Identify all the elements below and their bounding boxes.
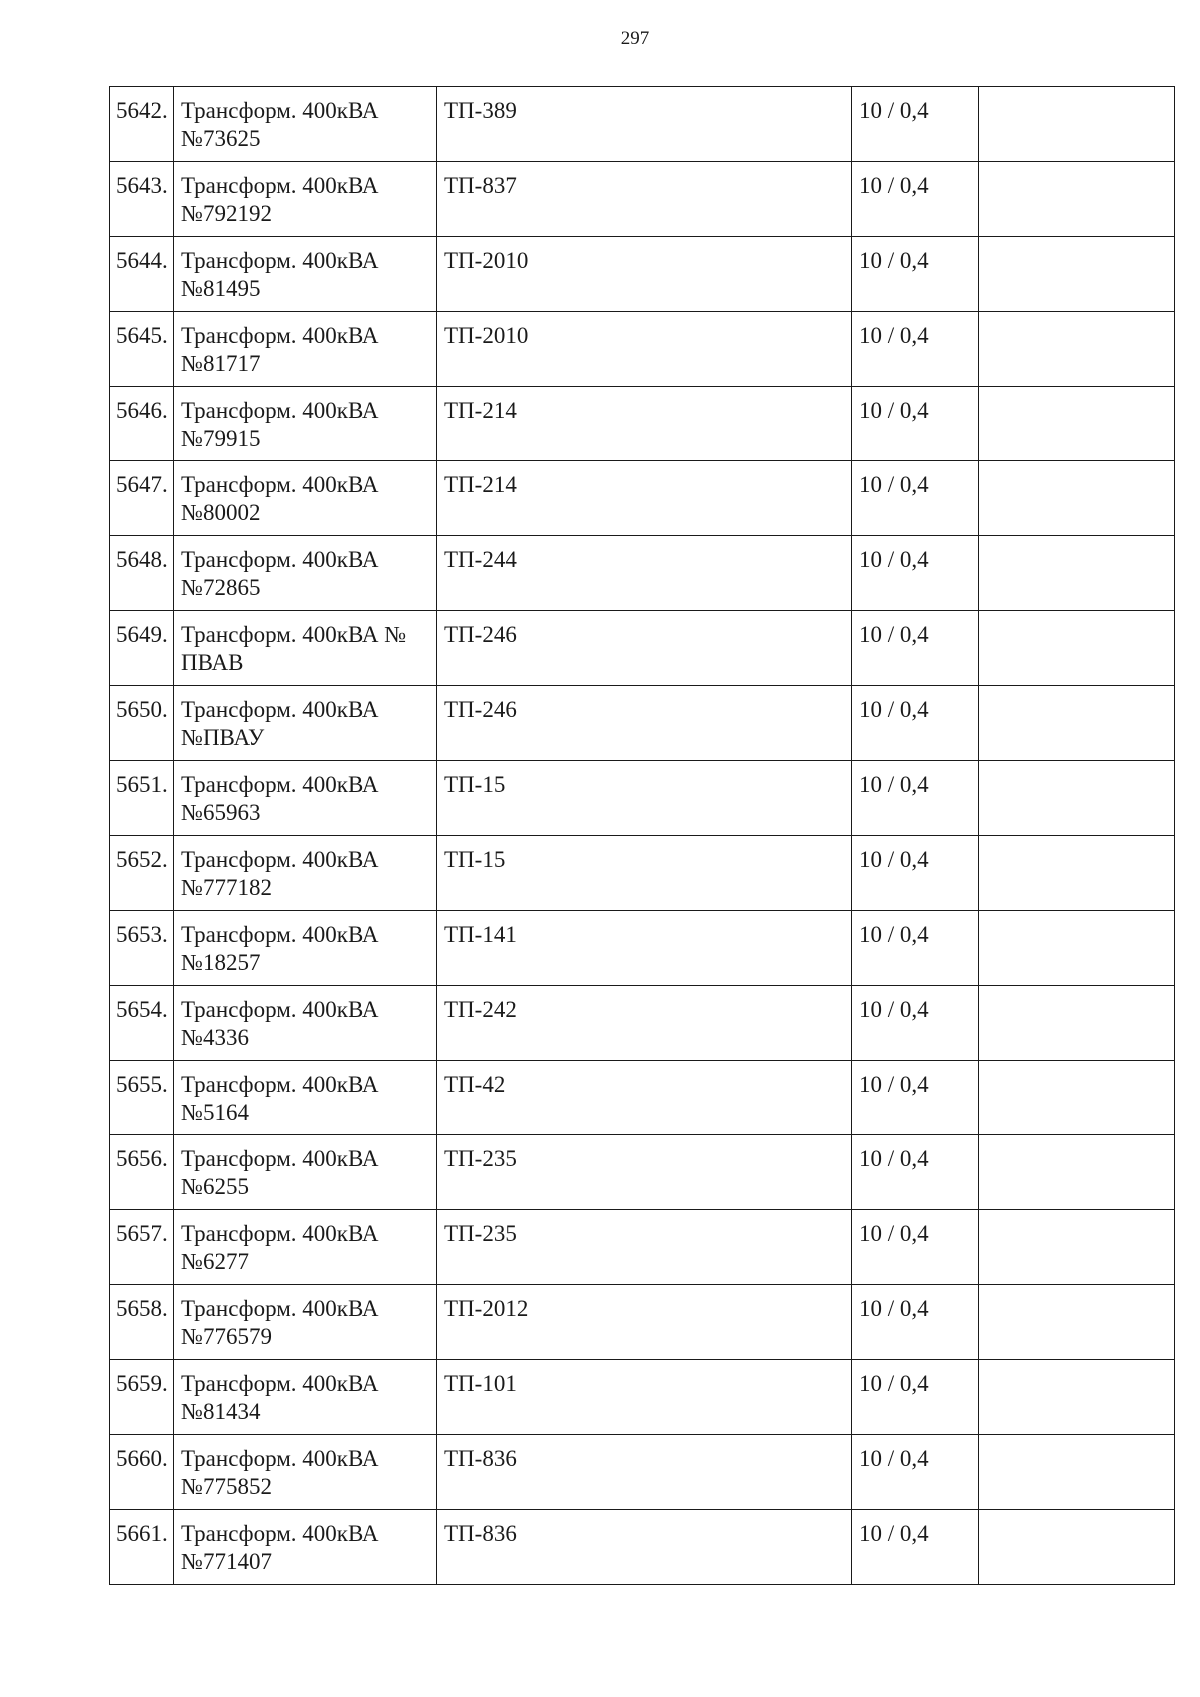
serial-number: №ПВАУ — [181, 725, 265, 751]
equipment-name-cell — [174, 1509, 437, 1584]
extra-cell — [979, 1060, 1175, 1135]
serial-number: №80002 — [181, 500, 261, 526]
extra-cell — [979, 686, 1175, 761]
equipment-table — [109, 86, 1175, 1585]
row-number: 5645. — [110, 311, 174, 386]
serial-number: №4336 — [181, 1024, 249, 1050]
equipment-name-cell — [174, 985, 437, 1060]
equipment-name: Трансформ. 400кВА — [181, 472, 379, 498]
serial-number: №65963 — [181, 800, 261, 826]
extra-cell — [979, 1360, 1175, 1435]
table-row — [110, 311, 1175, 386]
equipment-name-cell — [174, 910, 437, 985]
voltage: 10 / 0,4 — [852, 461, 979, 536]
substation: ТП-2010 — [437, 236, 852, 311]
voltage: 10 / 0,4 — [852, 1060, 979, 1135]
row-number: 5658. — [110, 1285, 174, 1360]
equipment-name-cell — [174, 1135, 437, 1210]
extra-cell — [979, 236, 1175, 311]
extra-cell — [979, 1210, 1175, 1285]
equipment-name: Трансформ. 400кВА — [181, 172, 379, 198]
voltage: 10 / 0,4 — [852, 386, 979, 461]
row-number: 5648. — [110, 536, 174, 611]
row-number: 5660. — [110, 1435, 174, 1510]
row-number: 5657. — [110, 1210, 174, 1285]
table-row — [110, 536, 1175, 611]
substation: ТП-235 — [437, 1210, 852, 1285]
substation: ТП-389 — [437, 87, 852, 162]
equipment-name-cell — [174, 686, 437, 761]
extra-cell — [979, 985, 1175, 1060]
voltage: 10 / 0,4 — [852, 536, 979, 611]
serial-number: №776579 — [181, 1324, 272, 1350]
row-number: 5653. — [110, 910, 174, 985]
substation: ТП-836 — [437, 1509, 852, 1584]
serial-number: №73625 — [181, 126, 261, 151]
row-number: 5643. — [110, 161, 174, 236]
equipment-name: Трансформ. 400кВА — [181, 322, 379, 348]
voltage: 10 / 0,4 — [852, 985, 979, 1060]
table-row — [110, 161, 1175, 236]
voltage: 10 / 0,4 — [852, 311, 979, 386]
serial-number: №81434 — [181, 1399, 261, 1425]
row-number: 5654. — [110, 985, 174, 1060]
equipment-name: Трансформ. 400кВА — [181, 1071, 379, 1097]
serial-number: №777182 — [181, 874, 272, 900]
extra-cell — [979, 611, 1175, 686]
substation: ТП-2012 — [437, 1285, 852, 1360]
table-row — [110, 1210, 1175, 1285]
equipment-name: Трансформ. 400кВА — [181, 98, 379, 123]
table-row — [110, 1135, 1175, 1210]
serial-number: №81495 — [181, 275, 261, 301]
table-row — [110, 1509, 1175, 1584]
voltage: 10 / 0,4 — [852, 87, 979, 162]
substation: ТП-15 — [437, 761, 852, 836]
table-row — [110, 761, 1175, 836]
extra-cell — [979, 835, 1175, 910]
equipment-name: Трансформ. 400кВА — [181, 1371, 379, 1397]
equipment-name: Трансформ. 400кВА — [181, 772, 379, 798]
voltage: 10 / 0,4 — [852, 161, 979, 236]
table-row — [110, 87, 1175, 162]
table-row — [110, 686, 1175, 761]
substation: ТП-246 — [437, 611, 852, 686]
extra-cell — [979, 1435, 1175, 1510]
equipment-name: Трансформ. 400кВА № — [181, 622, 407, 648]
voltage: 10 / 0,4 — [852, 910, 979, 985]
equipment-name: Трансформ. 400кВА — [181, 697, 379, 723]
row-number: 5642. — [110, 87, 174, 162]
equipment-name-cell — [174, 1060, 437, 1135]
table-row — [110, 611, 1175, 686]
voltage: 10 / 0,4 — [852, 611, 979, 686]
voltage: 10 / 0,4 — [852, 1210, 979, 1285]
equipment-name: Трансформ. 400кВА — [181, 846, 379, 872]
voltage: 10 / 0,4 — [852, 1360, 979, 1435]
row-number: 5649. — [110, 611, 174, 686]
table-row — [110, 1060, 1175, 1135]
equipment-name-cell — [174, 1210, 437, 1285]
extra-cell — [979, 1285, 1175, 1360]
row-number: 5661. — [110, 1509, 174, 1584]
voltage: 10 / 0,4 — [852, 686, 979, 761]
table-row — [110, 1435, 1175, 1510]
substation: ТП-141 — [437, 910, 852, 985]
serial-number: ПВАВ — [181, 650, 244, 676]
voltage: 10 / 0,4 — [852, 1285, 979, 1360]
row-number: 5646. — [110, 386, 174, 461]
equipment-name: Трансформ. 400кВА — [181, 1296, 379, 1322]
equipment-name: Трансформ. 400кВА — [181, 1446, 379, 1472]
table-row — [110, 461, 1175, 536]
serial-number: №5164 — [181, 1099, 249, 1125]
page-number: 297 — [620, 28, 650, 49]
voltage: 10 / 0,4 — [852, 761, 979, 836]
equipment-name-cell — [174, 386, 437, 461]
equipment-name-cell — [174, 161, 437, 236]
table-row — [110, 236, 1175, 311]
voltage: 10 / 0,4 — [852, 835, 979, 910]
extra-cell — [979, 536, 1175, 611]
substation: ТП-235 — [437, 1135, 852, 1210]
table-row — [110, 1285, 1175, 1360]
equipment-name-cell — [174, 236, 437, 311]
substation: ТП-15 — [437, 835, 852, 910]
serial-number: №771407 — [181, 1548, 272, 1574]
serial-number: №72865 — [181, 575, 261, 601]
table-row — [110, 835, 1175, 910]
equipment-name: Трансформ. 400кВА — [181, 996, 379, 1022]
substation: ТП-244 — [437, 536, 852, 611]
extra-cell — [979, 761, 1175, 836]
substation: ТП-101 — [437, 1360, 852, 1435]
substation: ТП-836 — [437, 1435, 852, 1510]
substation: ТП-2010 — [437, 311, 852, 386]
substation: ТП-246 — [437, 686, 852, 761]
equipment-name: Трансформ. 400кВА — [181, 1221, 379, 1247]
equipment-name-cell — [174, 835, 437, 910]
equipment-name-cell — [174, 1285, 437, 1360]
equipment-name: Трансформ. 400кВА — [181, 921, 379, 947]
table-row — [110, 985, 1175, 1060]
row-number: 5650. — [110, 686, 174, 761]
serial-number: №6255 — [181, 1174, 249, 1200]
substation: ТП-214 — [437, 386, 852, 461]
extra-cell — [979, 461, 1175, 536]
equipment-name-cell — [174, 761, 437, 836]
table-body — [110, 87, 1175, 1585]
extra-cell — [979, 910, 1175, 985]
equipment-name-cell — [174, 87, 437, 162]
row-number: 5647. — [110, 461, 174, 536]
row-number: 5651. — [110, 761, 174, 836]
equipment-name-cell — [174, 1360, 437, 1435]
equipment-name-cell — [174, 461, 437, 536]
equipment-name-cell — [174, 1435, 437, 1510]
equipment-name: Трансформ. 400кВА — [181, 247, 379, 273]
row-number: 5652. — [110, 835, 174, 910]
row-number: 5656. — [110, 1135, 174, 1210]
equipment-name-cell — [174, 611, 437, 686]
substation: ТП-42 — [437, 1060, 852, 1135]
serial-number: №775852 — [181, 1474, 272, 1500]
voltage: 10 / 0,4 — [852, 236, 979, 311]
serial-number: №79915 — [181, 425, 261, 451]
table-row — [110, 386, 1175, 461]
voltage: 10 / 0,4 — [852, 1509, 979, 1584]
extra-cell — [979, 1135, 1175, 1210]
substation: ТП-214 — [437, 461, 852, 536]
extra-cell — [979, 1509, 1175, 1584]
serial-number: №81717 — [181, 350, 261, 376]
row-number: 5655. — [110, 1060, 174, 1135]
table-row — [110, 1360, 1175, 1435]
equipment-name: Трансформ. 400кВА — [181, 397, 379, 423]
extra-cell — [979, 386, 1175, 461]
serial-number: №6277 — [181, 1249, 249, 1275]
substation: ТП-242 — [437, 985, 852, 1060]
extra-cell — [979, 161, 1175, 236]
equipment-name-cell — [174, 311, 437, 386]
voltage: 10 / 0,4 — [852, 1135, 979, 1210]
equipment-name-cell — [174, 536, 437, 611]
row-number: 5644. — [110, 236, 174, 311]
extra-cell — [979, 311, 1175, 386]
equipment-name: Трансформ. 400кВА — [181, 1520, 379, 1546]
serial-number: №18257 — [181, 949, 261, 975]
substation: ТП-837 — [437, 161, 852, 236]
serial-number: №792192 — [181, 200, 272, 226]
equipment-name: Трансформ. 400кВА — [181, 1146, 379, 1172]
row-number: 5659. — [110, 1360, 174, 1435]
equipment-name: Трансформ. 400кВА — [181, 547, 379, 573]
voltage: 10 / 0,4 — [852, 1435, 979, 1510]
extra-cell — [979, 87, 1175, 162]
table-row — [110, 910, 1175, 985]
